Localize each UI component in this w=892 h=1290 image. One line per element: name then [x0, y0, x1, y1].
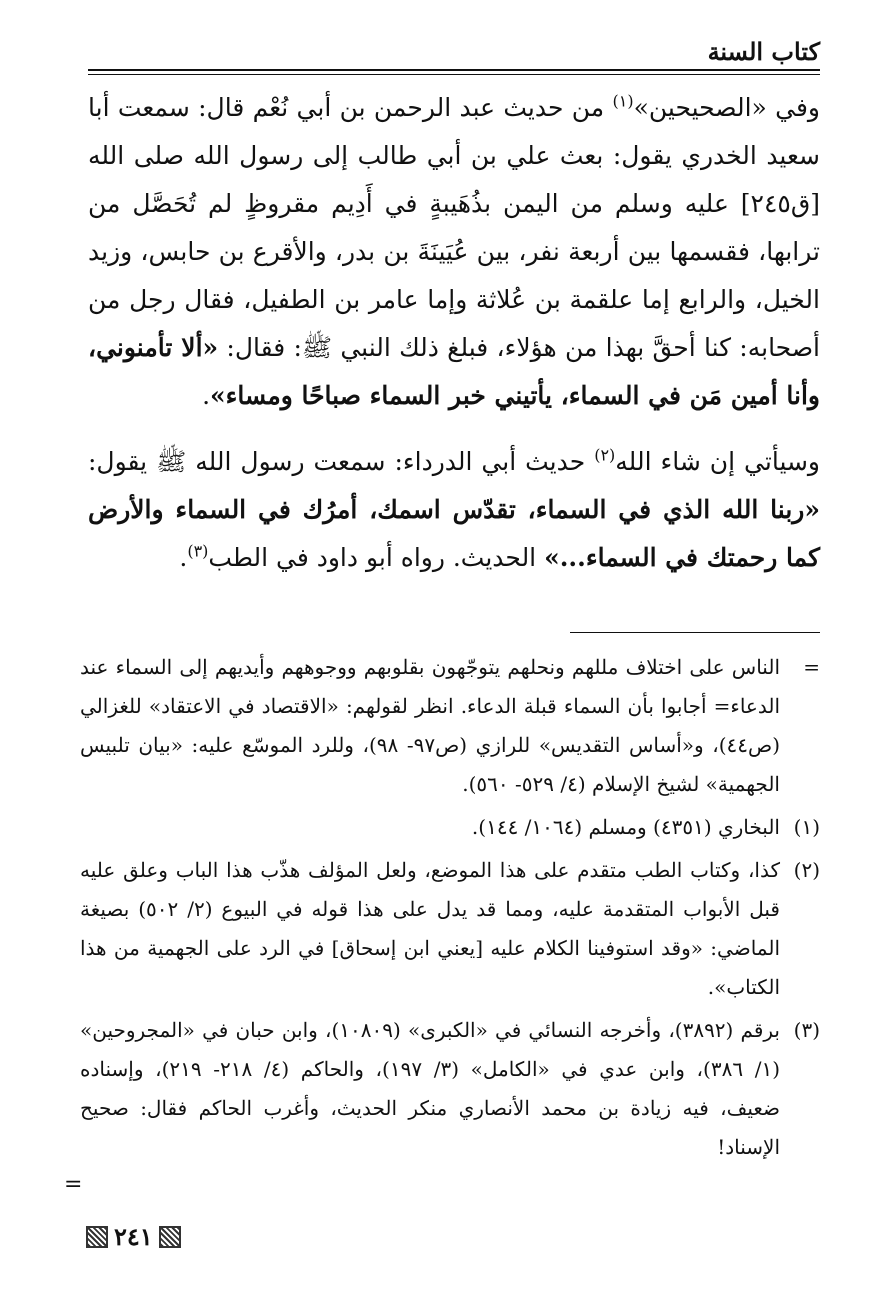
p2-text-a: وسيأتي إن شاء الله — [615, 447, 821, 476]
p2-text-b: حديث أبي الدرداء: سمعت رسول الله ﷺ يقول: — [88, 447, 595, 476]
p2-end: . — [179, 543, 188, 572]
footnote-text: البخاري (٤٣٥١) ومسلم (١٠٦٤/ ١٤٤). — [471, 815, 780, 839]
footnote-3 — [80, 1011, 820, 1167]
footnote-text: الناس على اختلاف مللهم ونحلهم يتوجّهون بقلوبهم ووجوههم وأيديهم إلى السماء عند الدعاء= أجابوا بأن السماء قبلة الدعاء. انظر لقولهم: «الاقتصاد في الاعتقاد» للغزالي (ص٤٤)، و«أساس التقديس» للرازي (ص٩٧- ٩٨)، وللرد الموسّع عليه: «بيان تلبيس الجهمية» لشيخ الإسلام (٤/ ٥٢٩- ٥٦٠). — [80, 655, 780, 796]
header-rule-thin — [88, 74, 820, 75]
paragraph-1 — [88, 84, 820, 420]
main-text — [88, 84, 820, 582]
footnote-marker: (١) — [793, 815, 820, 839]
footnote-marker: = — [803, 655, 820, 679]
footnote-marker: (٣) — [793, 1018, 820, 1042]
page-number: ٢٤١ — [114, 1222, 153, 1251]
ornament-icon — [86, 1226, 108, 1248]
footnote-ref-1: (١) — [612, 91, 634, 111]
p1-hadith-quote: «ألا تأمنوني، وأنا أمين مَن في السماء، يأتيني خبر السماء صباحًا ومساء» — [88, 333, 820, 410]
paragraph-2 — [88, 438, 820, 582]
page-number-block — [86, 1222, 181, 1251]
continuation-mark: = — [64, 1172, 83, 1197]
footnote-1 — [80, 808, 820, 847]
chapter-title: كتاب السنة — [707, 37, 820, 66]
running-header — [88, 38, 820, 70]
p1-text-b: من حديث عبد الرحمن بن أبي نُعْم قال: سمعت أبا سعيد الخدري يقول: بعث علي بن أبي طالب إلى رسول الله صلى الله [ق٢٤٥] عليه وسلم من اليمن بذُهَيبةٍ في أَدِيم مقروظٍ لم تُحَصَّل من ترابها، فقسمها بين أربعة نفر، بين عُيَينَةَ بن بدر، والأقرع بن حابس، وزيد الخيل، والرابع إما علقمة بن عُلاثة وإما عامر بن الطفيل، فقال رجل من أصحابه: كنا أحقَّ بهذا من هؤلاء، فبلغ ذلك النبي ﷺ: فقال: — [88, 93, 820, 362]
p2-text-c: الحديث. رواه أبو داود في الطب — [208, 543, 545, 572]
footnote-marker: (٢) — [793, 858, 820, 882]
p1-end: . — [202, 381, 211, 410]
ornament-icon — [159, 1226, 181, 1248]
header-rule-thick — [88, 69, 820, 71]
footnote-text: برقم (٣٨٩٢)، وأخرجه النسائي في «الكبرى» (١٠٨٠٩)، وابن حبان في «المجروحين» (١/ ٣٨٦)، وابن عدي في «الكامل» (٣/ ١٩٧)، والحاكم (٤/ ٢١٨- ٢١٩)، وإسناده ضعيف، فيه زيادة بن محمد الأنصاري منكر الحديث، وأغرب الحاكم فقال: صحيح الإسناد! — [80, 1018, 780, 1159]
footnotes — [80, 648, 820, 1171]
footnote-2 — [80, 851, 820, 1007]
footnote-text: كذا، وكتاب الطب متقدم على هذا الموضع، ولعل المؤلف هذّب هذا الباب وعلق عليه قبل الأبواب المتقدمة عليه، ومما قد يدل على هذا قوله في البيوع (٢/ ٥٠٢) بصيغة الماضي: «وقد استوفينا الكلام عليه [يعني ابن إسحاق] في الرد على الجهمية من هذا الكتاب». — [80, 858, 780, 999]
footnote-continued — [80, 648, 820, 804]
footnote-ref-3: (٣) — [187, 541, 209, 561]
p1-text-a: وفي «الصحيحين» — [633, 93, 820, 122]
footnote-ref-2: (٢) — [594, 445, 616, 465]
footnote-separator — [570, 632, 820, 633]
p2-hadith-quote: «ربنا الله الذي في السماء، تقدّس اسمك، أمرُك في السماء والأرض كما رحمتك في السماء...» — [88, 495, 820, 572]
